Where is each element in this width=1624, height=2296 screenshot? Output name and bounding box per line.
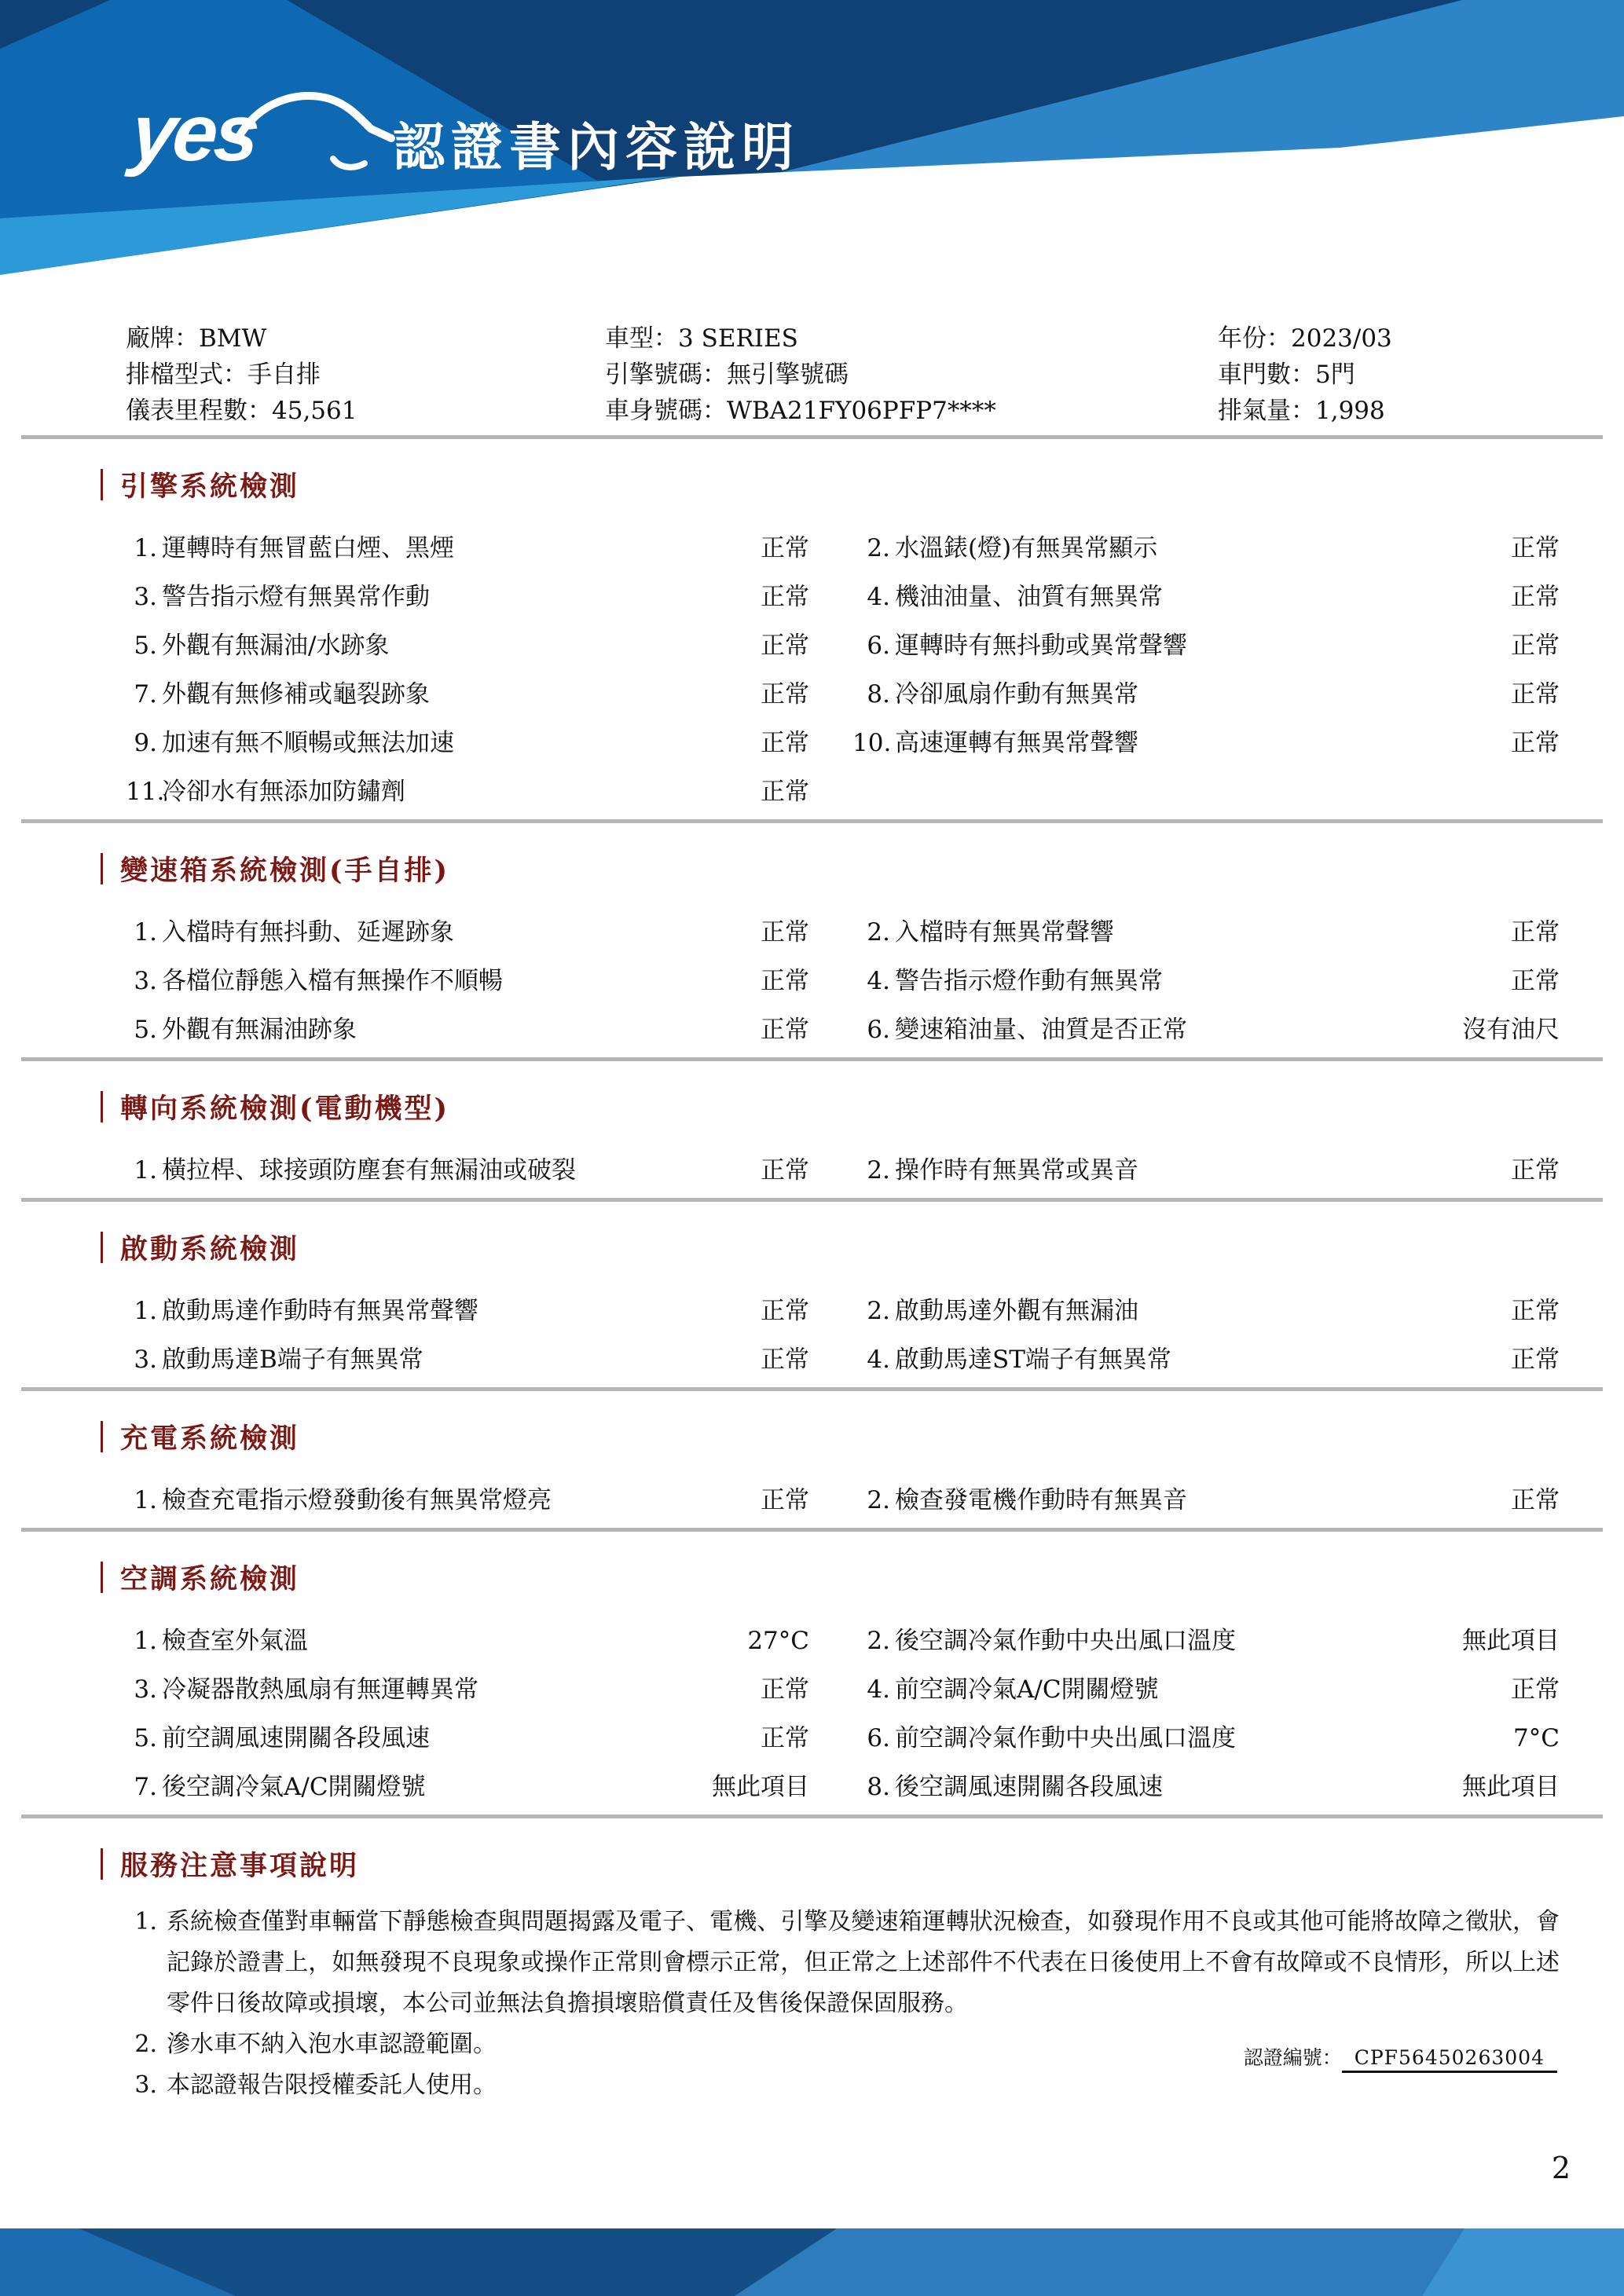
inspection-row xyxy=(0,1613,1624,1662)
item-label: 入檔時有無異常聲響 xyxy=(895,917,1114,947)
page-number: 2 xyxy=(1551,2151,1571,2185)
item-number: 4. xyxy=(867,1345,890,1374)
inspection-row xyxy=(0,1662,1624,1711)
section-divider xyxy=(21,1057,1603,1061)
item-status: 正常 xyxy=(761,1485,809,1514)
item-number: 2. xyxy=(867,1296,890,1325)
item-label: 後空調冷氣作動中央出風口溫度 xyxy=(895,1626,1236,1655)
item-label: 冷卻水有無添加防鏽劑 xyxy=(162,777,405,806)
inspection-item xyxy=(852,674,1560,709)
item-status: 正常 xyxy=(1511,533,1560,562)
item-number: 10. xyxy=(852,728,892,757)
item-number: 8. xyxy=(867,1772,890,1801)
car-silhouette-icon xyxy=(233,79,398,181)
inspection-item xyxy=(852,625,1560,661)
inspection-row xyxy=(0,1473,1624,1522)
item-status: 正常 xyxy=(1511,679,1560,709)
item-status: 正常 xyxy=(761,1296,809,1325)
inspection-item xyxy=(126,1669,809,1705)
item-label: 橫拉桿、球接頭防塵套有無漏油或破裂 xyxy=(162,1155,576,1185)
inspection-item xyxy=(852,1620,1560,1656)
item-status: 正常 xyxy=(1511,1675,1560,1704)
item-label: 運轉時有無抖動或異常聲響 xyxy=(895,631,1187,660)
item-number: 2. xyxy=(867,1626,890,1655)
vehicle-field-value: 手自排 xyxy=(247,361,321,389)
item-number: 1. xyxy=(134,1296,157,1325)
vehicle-field xyxy=(1218,393,1577,429)
section-divider xyxy=(21,819,1603,823)
inspection-item xyxy=(126,528,809,563)
inspection-item xyxy=(852,577,1560,612)
inspection-item xyxy=(126,1480,809,1515)
item-label: 啟動馬達外觀有無漏油 xyxy=(895,1296,1138,1325)
item-label: 水溫錶(燈)有無異常顯示 xyxy=(895,533,1158,562)
item-number: 5. xyxy=(134,1015,157,1044)
item-label: 冷凝器散熱風扇有無運轉異常 xyxy=(162,1675,478,1704)
item-status: 27°C xyxy=(747,1626,809,1655)
certificate-number-line xyxy=(1244,2042,1557,2071)
vehicle-field-label: 引擎號碼： xyxy=(605,361,727,389)
vehicle-field-label: 排氣量： xyxy=(1218,397,1315,425)
section-items xyxy=(0,1283,1624,1381)
item-status: 7°C xyxy=(1513,1723,1560,1752)
inspection-sections xyxy=(0,467,1624,1818)
inspection-item xyxy=(852,961,1560,996)
certificate-number-value: CPF56450263004 xyxy=(1342,2046,1557,2073)
item-label: 啟動馬達作動時有無異常聲響 xyxy=(162,1296,478,1325)
inspection-item xyxy=(852,1669,1560,1705)
item-label: 檢查室外氣溫 xyxy=(162,1626,308,1655)
vehicle-field-value: 3 SERIES xyxy=(678,324,798,353)
section-title: 轉向系統檢測(電動機型) xyxy=(120,1093,450,1125)
item-status: 無此項目 xyxy=(712,1772,809,1801)
item-status: 正常 xyxy=(761,1675,809,1704)
certificate-number-label: 認證編號： xyxy=(1243,2046,1342,2069)
item-number: 1. xyxy=(134,1155,157,1185)
section-title: 空調系統檢測 xyxy=(120,1563,300,1595)
item-number: 3. xyxy=(134,966,157,995)
inspection-section xyxy=(0,1419,1624,1532)
item-label: 後空調冷氣A/C開關燈號 xyxy=(162,1772,426,1801)
inspection-item xyxy=(126,1009,809,1045)
vehicle-field-label: 年份： xyxy=(1218,324,1291,353)
item-status: 無此項目 xyxy=(1462,1772,1560,1801)
inspection-item xyxy=(126,1291,809,1326)
inspection-row xyxy=(0,569,1624,618)
item-label: 警告指示燈作動有無異常 xyxy=(895,966,1163,995)
inspection-row xyxy=(0,1002,1624,1051)
vehicle-field-label: 排檔型式： xyxy=(126,361,247,389)
item-number: 4. xyxy=(867,1675,890,1704)
item-number: 9. xyxy=(134,728,157,757)
vehicle-info-grid xyxy=(0,320,1624,429)
section-divider xyxy=(21,1814,1603,1818)
footer-dark-trapezoid xyxy=(0,2228,1624,2296)
yes-logo xyxy=(127,88,383,190)
inspection-item xyxy=(852,1291,1560,1326)
inspection-row xyxy=(0,618,1624,667)
section-title: 引擎系統檢測 xyxy=(120,471,300,503)
inspection-item xyxy=(852,528,1560,563)
item-label: 檢查發電機作動時有無異音 xyxy=(895,1485,1187,1514)
inspection-item xyxy=(126,1718,809,1753)
inspection-section xyxy=(0,1089,1624,1202)
vehicle-field-value: WBA21FY06PFP7**** xyxy=(727,397,996,425)
inspection-row xyxy=(0,1711,1624,1760)
section-divider xyxy=(21,1387,1603,1391)
vehicle-field xyxy=(1218,357,1577,393)
inspection-row xyxy=(0,905,1624,954)
vehicle-field xyxy=(126,357,605,393)
vehicle-field-value: 2023/03 xyxy=(1291,324,1392,353)
item-status: 正常 xyxy=(761,1155,809,1185)
section-accent-bar xyxy=(101,1232,103,1263)
section-divider xyxy=(21,1528,1603,1532)
item-status: 正常 xyxy=(1511,1345,1560,1374)
vehicle-field xyxy=(605,357,1218,393)
note-number: 2. xyxy=(134,2031,157,2058)
item-number: 6. xyxy=(867,1015,890,1044)
item-label: 操作時有無異常或異音 xyxy=(895,1155,1138,1185)
item-label: 運轉時有無冒藍白煙、黑煙 xyxy=(162,533,454,562)
inspection-section xyxy=(0,1560,1624,1818)
section-divider xyxy=(21,1198,1603,1202)
item-status: 正常 xyxy=(761,1345,809,1374)
item-label: 啟動馬達ST端子有無異常 xyxy=(895,1345,1171,1374)
item-label: 變速箱油量、油質是否正常 xyxy=(895,1015,1187,1044)
vehicle-field-label: 廠牌： xyxy=(126,324,199,353)
item-label: 加速有無不順暢或無法加速 xyxy=(162,728,454,757)
item-number: 6. xyxy=(867,1723,890,1752)
inspection-item xyxy=(852,1339,1560,1375)
item-status: 正常 xyxy=(761,777,809,806)
inspection-row xyxy=(0,954,1624,1002)
divider xyxy=(21,435,1603,439)
item-label: 檢查充電指示燈發動後有無異常燈亮 xyxy=(162,1485,552,1514)
item-label: 前空調冷氣作動中央出風口溫度 xyxy=(895,1723,1236,1752)
inspection-item xyxy=(126,723,809,758)
item-status: 正常 xyxy=(1511,582,1560,611)
vehicle-field-value: 1,998 xyxy=(1315,397,1385,425)
item-number: 5. xyxy=(134,1723,157,1752)
vehicle-field-label: 車身號碼： xyxy=(605,397,727,425)
item-status: 正常 xyxy=(761,966,809,995)
inspection-item xyxy=(126,1620,809,1656)
note-item xyxy=(126,1902,1560,2024)
item-status: 正常 xyxy=(761,1015,809,1044)
inspection-item xyxy=(126,771,809,807)
inspection-item xyxy=(126,625,809,661)
item-number: 8. xyxy=(867,679,890,709)
item-number: 1. xyxy=(134,1485,157,1514)
item-number: 3. xyxy=(134,582,157,611)
inspection-item xyxy=(852,723,1560,758)
section-title: 啟動系統檢測 xyxy=(120,1233,300,1265)
notes-title: 服務注意事項說明 xyxy=(120,1850,360,1882)
section-items xyxy=(0,905,1624,1051)
inspection-item xyxy=(852,1718,1560,1753)
inspection-item xyxy=(852,912,1560,947)
inspection-item xyxy=(126,961,809,996)
item-status: 正常 xyxy=(1511,1485,1560,1514)
item-number: 2. xyxy=(867,533,890,562)
item-label: 入檔時有無抖動、延遲跡象 xyxy=(162,917,454,947)
item-label: 各檔位靜態入檔有無操作不順暢 xyxy=(162,966,503,995)
vehicle-field-label: 車型： xyxy=(605,324,678,353)
section-accent-bar xyxy=(101,1848,103,1880)
inspection-section xyxy=(0,467,1624,823)
inspection-item xyxy=(852,1009,1560,1045)
inspection-row xyxy=(0,1760,1624,1808)
section-items xyxy=(0,521,1624,813)
note-text: 滲水車不納入泡水車認證範圍。 xyxy=(167,2031,497,2058)
item-label: 後空調風速開關各段風速 xyxy=(895,1772,1163,1801)
item-label: 冷卻風扇作動有無異常 xyxy=(895,679,1138,709)
item-number: 4. xyxy=(867,582,890,611)
item-status: 沒有油尺 xyxy=(1462,1015,1560,1044)
item-label: 外觀有無漏油跡象 xyxy=(162,1015,357,1044)
inspection-item xyxy=(126,577,809,612)
item-label: 前空調冷氣A/C開關燈號 xyxy=(895,1675,1159,1704)
section-items xyxy=(0,1143,1624,1192)
vehicle-field-value: 5門 xyxy=(1315,361,1355,389)
vehicle-field-value: BMW xyxy=(199,324,267,353)
item-status: 正常 xyxy=(1511,631,1560,660)
item-status: 正常 xyxy=(761,917,809,947)
vehicle-info xyxy=(0,320,1624,439)
item-number: 2. xyxy=(867,1155,890,1185)
inspection-item xyxy=(126,1767,809,1802)
item-label: 機油油量、油質有無異常 xyxy=(895,582,1163,611)
item-status: 正常 xyxy=(761,728,809,757)
item-number: 1. xyxy=(134,533,157,562)
item-label: 外觀有無修補或龜裂跡象 xyxy=(162,679,430,709)
inspection-item xyxy=(852,1767,1560,1802)
item-status: 無此項目 xyxy=(1462,1626,1560,1655)
vehicle-field-value: 45,561 xyxy=(272,397,357,425)
inspection-row xyxy=(0,716,1624,764)
section-items xyxy=(0,1473,1624,1522)
notes-list xyxy=(126,1902,1560,2106)
item-number: 1. xyxy=(134,917,157,947)
section-accent-bar xyxy=(101,1421,103,1452)
vehicle-field xyxy=(126,393,605,429)
item-status: 正常 xyxy=(1511,966,1560,995)
section-title: 變速箱系統檢測(手自排) xyxy=(120,855,450,887)
item-label: 外觀有無漏油/水跡象 xyxy=(162,631,390,660)
inspection-row xyxy=(0,764,1624,813)
item-number: 6. xyxy=(867,631,890,660)
inspection-row xyxy=(0,1143,1624,1192)
item-status: 正常 xyxy=(1511,1155,1560,1185)
item-label: 啟動馬達B端子有無異常 xyxy=(162,1345,423,1374)
inspection-item xyxy=(126,912,809,947)
item-number: 11. xyxy=(126,777,165,806)
item-number: 1. xyxy=(134,1626,157,1655)
inspection-item xyxy=(852,1150,1560,1185)
vehicle-field-label: 儀表里程數： xyxy=(126,397,272,425)
inspection-section xyxy=(0,851,1624,1061)
item-status: 正常 xyxy=(761,582,809,611)
item-number: 7. xyxy=(134,679,157,709)
vehicle-field-label: 車門數： xyxy=(1218,361,1315,389)
note-number: 3. xyxy=(134,2071,157,2099)
vehicle-field xyxy=(605,393,1218,429)
item-number: 2. xyxy=(867,917,890,947)
inspection-row xyxy=(0,667,1624,716)
item-status: 正常 xyxy=(761,679,809,709)
item-number: 2. xyxy=(867,1485,890,1514)
vehicle-field xyxy=(605,320,1218,357)
section-accent-bar xyxy=(101,1562,103,1593)
item-number: 3. xyxy=(134,1345,157,1374)
item-status: 正常 xyxy=(761,631,809,660)
inspection-item xyxy=(126,1339,809,1375)
vehicle-field xyxy=(1218,320,1577,357)
yes-logo-text: yes xyxy=(127,88,262,178)
item-status: 正常 xyxy=(1511,917,1560,947)
inspection-item xyxy=(126,1150,809,1185)
item-number: 3. xyxy=(134,1675,157,1704)
note-number: 1. xyxy=(134,1908,157,1935)
item-label: 高速運轉有無異常聲響 xyxy=(895,728,1138,757)
inspection-row xyxy=(0,1332,1624,1381)
section-items xyxy=(0,1613,1624,1808)
page-title: 認證書內容說明 xyxy=(393,118,800,176)
item-number: 7. xyxy=(134,1772,157,1801)
section-accent-bar xyxy=(101,1091,103,1122)
note-text: 系統檢查僅對車輛當下靜態檢查與問題揭露及電子、電機、引擎及變速箱運轉狀況檢查，如發現作用不良或其他可能將故障之徵狀，會記錄於證書上，如無發現不良現象或操作正常則會標示正常，但正常之上述部件不代表在日後使用上不會有故障或不良情形，所以上述零件日後故障或損壞，本公司並無法負擔損壞賠償責任及售後保證保固服務。 xyxy=(167,1908,1560,2017)
inspection-section xyxy=(0,1230,1624,1391)
section-accent-bar xyxy=(101,853,103,884)
page-header xyxy=(0,0,1624,306)
section-title: 充電系統檢測 xyxy=(120,1423,300,1455)
note-text: 本認證報告限授權委託人使用。 xyxy=(167,2071,497,2099)
page-footer xyxy=(0,2228,1624,2296)
inspection-row xyxy=(0,1283,1624,1332)
vehicle-field-value: 無引擎號碼 xyxy=(727,361,849,389)
item-label: 前空調風速開關各段風速 xyxy=(162,1723,430,1752)
item-status: 正常 xyxy=(761,1723,809,1752)
item-number: 5. xyxy=(134,631,157,660)
inspection-row xyxy=(0,521,1624,569)
item-status: 正常 xyxy=(1511,728,1560,757)
item-number: 4. xyxy=(867,966,890,995)
item-status: 正常 xyxy=(761,533,809,562)
vehicle-field xyxy=(126,320,605,357)
inspection-item xyxy=(126,674,809,709)
item-label: 警告指示燈有無異常作動 xyxy=(162,582,430,611)
section-accent-bar xyxy=(101,469,103,500)
item-status: 正常 xyxy=(1511,1296,1560,1325)
inspection-item xyxy=(852,1480,1560,1515)
